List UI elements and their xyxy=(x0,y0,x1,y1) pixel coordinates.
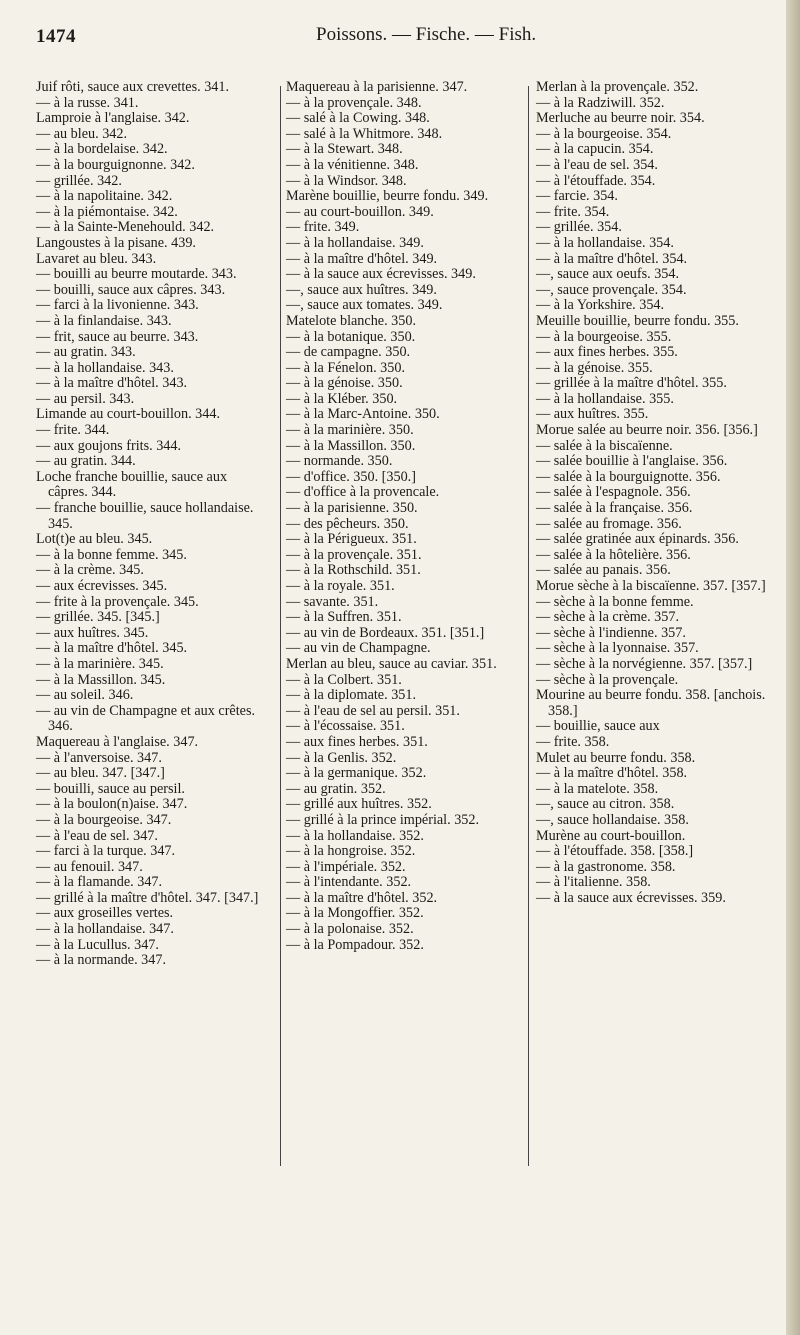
index-entry: — aux goujons frits. 344. xyxy=(36,437,182,454)
index-entry: — à la Stewart. 348. xyxy=(286,141,403,158)
index-entry: — bouillie, sauce aux xyxy=(536,718,660,735)
index-entry: — à la marinière. 350. xyxy=(286,422,414,439)
index-entry: — à la Massillon. 350. xyxy=(286,437,416,454)
index-entry: — à la polonaise. 352. xyxy=(286,921,414,938)
index-entry: — à la gastronome. 358. xyxy=(536,858,676,875)
index-entry: — au soleil. 346. xyxy=(36,687,134,704)
index-entry: Lot(t)e au bleu. 345. xyxy=(36,531,153,548)
index-entry: Merluche au beurre noir. 354. xyxy=(536,110,705,127)
index-entry: — savante. 351. xyxy=(286,593,379,610)
index-entry: — frite. 354. xyxy=(536,203,610,220)
index-entry: — à la Genlis. 352. xyxy=(286,749,397,766)
index-entry: — à la bourgeoise. 354. xyxy=(536,125,672,142)
index-entry: — salée à l'espagnole. 356. xyxy=(536,484,691,501)
index-entry: — grillée. 345. [345.] xyxy=(36,609,160,626)
index-entry: — à la hollandaise. 343. xyxy=(36,359,174,376)
index-entry: — à la boulon(n)aise. 347. xyxy=(36,796,188,813)
index-entry: — à la finlandaise. 343. xyxy=(36,312,172,329)
index-entry: — frite. 358. xyxy=(536,733,610,750)
index-entry: — des pêcheurs. 350. xyxy=(286,515,409,532)
index-entry: — frite à la provençale. 345. xyxy=(36,593,199,610)
index-entry: — à la hollandaise. 354. xyxy=(536,234,674,251)
index-entry: Lamproie à l'anglaise. 342. xyxy=(36,110,190,127)
page-number: 1474 xyxy=(36,26,76,47)
page-edge xyxy=(786,0,800,1335)
index-entry: — au fenouil. 347. xyxy=(36,858,143,875)
index-entry: — à l'écossaise. 351. xyxy=(286,718,405,735)
index-entry: Murène au court-bouillon. xyxy=(536,827,686,844)
index-entry: — au gratin. 343. xyxy=(36,344,136,361)
index-entry: — à la Sainte-Menehould. 342. xyxy=(36,219,215,236)
index-entry: Merlan au bleu, sauce au caviar. 351. xyxy=(286,655,497,672)
index-entry: — aux huîtres. 355. xyxy=(536,406,649,423)
index-entry: — bouilli, sauce aux câpres. 343. xyxy=(36,281,226,298)
index-entry: — à la diplomate. 351. xyxy=(286,687,417,704)
index-entry: — frite. 349. xyxy=(286,219,360,236)
index-entry: — à la bordelaise. 342. xyxy=(36,141,168,158)
index-entry: — sèche à la provençale. xyxy=(536,671,679,688)
index-entry: — à la Rothschild. 351. xyxy=(286,562,421,579)
index-entry: Matelote blanche. 350. xyxy=(286,312,417,329)
index-entry: Loche franche bouillie, sauce aux câpres. 344. xyxy=(36,468,228,501)
index-entry: — frite. 344. xyxy=(36,422,110,439)
index-entry: Mourine au beurre fondu. 358. [anchois. 358.] xyxy=(536,687,766,719)
index-entry: — à la Colbert. 351. xyxy=(286,671,402,688)
index-entry: — franche bouillie, sauce hollandaise. 345. xyxy=(36,500,254,532)
index-entry: — à la vénitienne. 348. xyxy=(286,156,419,173)
index-entry: — à l'eau de sel au persil. 351. xyxy=(286,702,460,719)
index-entry: — aux écrevisses. 345. xyxy=(36,578,168,594)
index-entry: — normande. 350. xyxy=(286,453,393,470)
index-entry: — à la royale. 351. xyxy=(286,578,395,594)
page-header xyxy=(36,22,766,54)
column-divider xyxy=(528,86,529,1166)
index-entry: — à la maître d'hôtel. 349. xyxy=(286,250,438,267)
index-entry: — salée à la hôtelière. 356. xyxy=(536,546,691,563)
index-entry: — à l'étouffade. 354. xyxy=(536,172,656,189)
index-entry: — à la Massillon. 345. xyxy=(36,671,166,688)
index-entry: — à la flamande. 347. xyxy=(36,874,163,891)
index-entry: Maquereau à la parisienne. 347. xyxy=(286,79,468,95)
index-entry: — salée à la biscaïenne. xyxy=(536,437,673,454)
index-entry: — au bleu. 342. xyxy=(36,125,128,142)
index-entry: — à la provençale. 351. xyxy=(286,546,422,563)
index-entry: Maquereau à l'anglaise. 347. xyxy=(36,733,199,750)
index-entry: — au court-bouillon. 349. xyxy=(286,203,434,220)
index-entry: Morue sèche à la biscaïenne. 357. [357.] xyxy=(536,578,766,594)
index-entry: Morue salée au beurre noir. 356. [356.] xyxy=(536,422,758,439)
index-entry: — d'office à la provencale. xyxy=(286,484,440,501)
index-entry: — à la russe. 341. xyxy=(36,94,139,111)
index-entry: — à la germanique. 352. xyxy=(286,765,427,782)
index-entry: — à la Lucullus. 347. xyxy=(36,936,159,953)
index-entry: — à la Pompadour. 352. xyxy=(286,936,424,953)
index-entry: — à la matelote. 358. xyxy=(536,780,659,797)
index-entry: — au gratin. 352. xyxy=(286,780,386,797)
index-entry: Langoustes à la pisane. 439. xyxy=(36,234,196,251)
index-entry: — à la hollandaise. 352. xyxy=(286,827,424,844)
index-entry: — à la crème. 345. xyxy=(36,562,144,579)
index-entry: — grillée. 342. xyxy=(36,172,122,189)
index-entry: — sèche à la bonne femme. xyxy=(536,593,694,610)
index-entry: — à la parisienne. 350. xyxy=(286,500,418,517)
index-entry: —, sauce hollandaise. 358. xyxy=(536,811,689,828)
index-entry: — à la hollandaise. 347. xyxy=(36,921,174,938)
index-entry: — grillé aux huîtres. 352. xyxy=(286,796,432,813)
index-entry: — à l'impériale. 352. xyxy=(286,858,406,875)
index-entry: —, sauce au citron. 358. xyxy=(536,796,675,813)
index-entry: — à la Windsor. 348. xyxy=(286,172,407,189)
index-entry: — à la Yorkshire. 354. xyxy=(536,297,665,314)
index-entry: — à la génoise. 350. xyxy=(286,375,403,392)
index-entry: — farci à la turque. 347. xyxy=(36,843,176,860)
index-entry: — aux fines herbes. 355. xyxy=(536,344,678,361)
index-column-2 xyxy=(286,80,514,953)
index-entry: — à l'étouffade. 358. [358.] xyxy=(536,843,694,860)
index-entry: — à la Kléber. 350. xyxy=(286,390,398,407)
index-entry: — à la Marc-Antoine. 350. xyxy=(286,406,440,423)
index-entry: — aux groseilles vertes. xyxy=(36,905,174,922)
index-entry: — frit, sauce au beurre. 343. xyxy=(36,328,199,345)
running-head: Poissons. — Fische. — Fish. xyxy=(316,24,537,45)
index-entry: — à la sauce aux écrevisses. 349. xyxy=(286,266,476,283)
index-entry: — au vin de Champagne. xyxy=(286,640,431,657)
index-entry: Merlan à la provençale. 352. xyxy=(536,79,699,95)
index-entry: — à la Suffren. 351. xyxy=(286,609,402,626)
index-entry: — à la génoise. 355. xyxy=(536,359,653,376)
index-entry: — grillée. 354. xyxy=(536,219,622,236)
index-entry: — à l'eau de sel. 347. xyxy=(36,827,158,844)
index-entry: — de campagne. 350. xyxy=(286,344,411,361)
index-entry: — aux huîtres. 345. xyxy=(36,624,149,641)
index-entry: —, sauce aux oeufs. 354. xyxy=(536,266,680,283)
index-entry: — à la Fénelon. 350. xyxy=(286,359,405,376)
index-entry: — à la bonne femme. 345. xyxy=(36,546,187,563)
index-entry: — aux fines herbes. 351. xyxy=(286,733,428,750)
index-entry: — au vin de Bordeaux. 351. [351.] xyxy=(286,624,485,641)
index-columns xyxy=(36,80,766,1260)
index-entry: —, sauce aux tomates. 349. xyxy=(286,297,443,314)
index-entry: — grillé à la prince impérial. 352. xyxy=(286,811,480,828)
index-entry: — à la hongroise. 352. xyxy=(286,843,416,860)
index-entry: — farci à la livonienne. 343. xyxy=(36,297,199,314)
index-entry: — à la hollandaise. 355. xyxy=(536,390,674,407)
index-entry: — à la Mongoffier. 352. xyxy=(286,905,424,922)
index-entry: — à l'eau de sel. 354. xyxy=(536,156,658,173)
index-entry: — à la maître d'hôtel. 343. xyxy=(36,375,188,392)
index-entry: — sèche à la norvégienne. 357. [357.] xyxy=(536,655,753,672)
index-entry: — à la capucin. 354. xyxy=(536,141,654,158)
index-entry: — sèche à la lyonnaise. 357. xyxy=(536,640,699,657)
index-column-3 xyxy=(536,80,768,906)
index-entry: — salé à la Whitmore. 348. xyxy=(286,125,443,142)
index-entry: — salée bouillie à l'anglaise. 356. xyxy=(536,453,728,470)
index-entry: — à la maître d'hôtel. 358. xyxy=(536,765,688,782)
index-entry: — grillée à la maître d'hôtel. 355. xyxy=(536,375,727,392)
index-entry: — au bleu. 347. [347.] xyxy=(36,765,165,782)
index-entry: — à la maître d'hôtel. 354. xyxy=(536,250,688,267)
index-entry: Marène bouillie, beurre fondu. 349. xyxy=(286,188,489,205)
index-entry: — à la marinière. 345. xyxy=(36,655,164,672)
index-column-1 xyxy=(36,80,268,969)
index-entry: — à l'intendante. 352. xyxy=(286,874,412,891)
index-entry: — à la bourgeoise. 347. xyxy=(36,811,172,828)
index-entry: — à la Périgueux. 351. xyxy=(286,531,417,548)
index-entry: — salée à la française. 356. xyxy=(536,500,693,517)
index-entry: — d'office. 350. [350.] xyxy=(286,468,416,485)
index-entry: — à la botanique. 350. xyxy=(286,328,416,345)
index-entry: —, sauce provençale. 354. xyxy=(536,281,687,298)
index-entry: Mulet au beurre fondu. 358. xyxy=(536,749,696,766)
index-entry: — à la hollandaise. 349. xyxy=(286,234,424,251)
index-entry: Juif rôti, sauce aux crevettes. 341. xyxy=(36,79,230,95)
index-entry: — farcie. 354. xyxy=(536,188,618,205)
index-entry: — à la bourguignonne. 342. xyxy=(36,156,195,173)
index-entry: — à la napolitaine. 342. xyxy=(36,188,173,205)
index-entry: — à la normande. 347. xyxy=(36,952,167,969)
index-entry: — à l'anversoise. 347. xyxy=(36,749,162,766)
column-divider xyxy=(280,86,281,1166)
index-entry: Limande au court-bouillon. 344. xyxy=(36,406,221,423)
index-entry: —, sauce aux huîtres. 349. xyxy=(286,281,437,298)
index-entry: — à la piémontaise. 342. xyxy=(36,203,178,220)
index-entry: — sèche à l'indienne. 357. xyxy=(536,624,686,641)
index-entry: Lavaret au bleu. 343. xyxy=(36,250,157,267)
index-entry: — au persil. 343. xyxy=(36,390,135,407)
index-entry: — salée gratinée aux épinards. 356. xyxy=(536,531,739,548)
index-entry: — à la sauce aux écrevisses. 359. xyxy=(536,889,726,906)
index-entry: — à la Radziwill. 352. xyxy=(536,94,665,111)
index-entry: — au gratin. 344. xyxy=(36,453,136,470)
index-entry: — grillé à la maître d'hôtel. 347. [347.] xyxy=(36,889,259,906)
index-entry: — salée au panais. 356. xyxy=(536,562,671,579)
index-entry: — au vin de Champagne et aux crêtes. 346. xyxy=(36,702,256,735)
index-entry: — bouilli au beurre moutarde. 343. xyxy=(36,266,237,283)
index-entry: — à la bourgeoise. 355. xyxy=(536,328,672,345)
index-entry: — salé à la Cowing. 348. xyxy=(286,110,430,127)
index-entry: — à la maître d'hôtel. 352. xyxy=(286,889,438,906)
index-entry: Meuille bouillie, beurre fondu. 355. xyxy=(536,312,739,329)
index-entry: — à la maître d'hôtel. 345. xyxy=(36,640,188,657)
index-entry: — salée au fromage. 356. xyxy=(536,515,682,532)
index-entry: — à la provençale. 348. xyxy=(286,94,422,111)
index-entry: — salée à la bourguignotte. 356. xyxy=(536,468,721,485)
index-entry: — bouilli, sauce au persil. xyxy=(36,780,185,797)
index-entry: — à l'italienne. 358. xyxy=(536,874,651,891)
index-entry: — sèche à la crème. 357. xyxy=(536,609,679,626)
